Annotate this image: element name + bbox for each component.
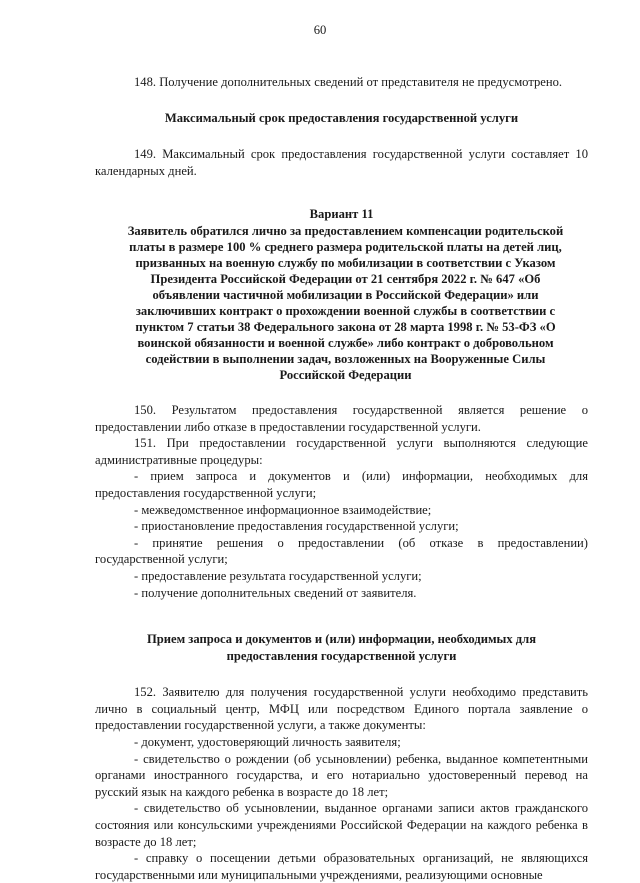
spacer — [95, 601, 588, 631]
page-number: 60 — [313, 23, 327, 37]
variant-description: Заявитель обратился лично за предоставлением компенсации родительской платы в размере 100 % среднего размера родительской платы на детей лиц, призванных на военную службу по мобилизации в соответствии с Указом Президента Российской Федерации от 21 сентября 2022 г. № 647 «Об объявлении частичной мобилизации в Российской Федерации» или заключивших контракт о прохождении военной службы в соответствии с пунктом 7 статьи 38 Федерального закона от 28 марта 1998 г. № 53-ФЗ «О воинской обязанности и военной службе» либо контракт о добровольном содействии в выполнении задач, возложенных на Вооруженные Силы Российской Федерации — [127, 223, 564, 382]
paragraph-152: 152. Заявителю для получения государственной услуги необходимо представить лично в социальный центр, МФЦ или посредством Единого портала заявление о предоставлении государственной услуги, а также документы: — [95, 685, 588, 733]
paragraph-149: 149. Максимальный срок предоставления государственной услуги составляет 10 календарных дней. — [95, 147, 588, 178]
paragraph-148: 148. Получение дополнительных сведений от представителя не предусмотрено. — [134, 75, 563, 89]
heading-reception: Прием запроса и документов и (или) информации, необходимых для предоставления государственной услуги — [146, 632, 537, 663]
spacer — [95, 126, 588, 146]
variant-title: Вариант 11 — [309, 207, 374, 222]
spacer — [95, 179, 588, 206]
document-item: - свидетельство об усыновлении, выданное органами записи актов гражданского состояния или консульскими учреждениями Российской Федерации на каждого ребенка в возрасте до 18 лет; — [95, 801, 588, 849]
spacer — [95, 383, 588, 402]
document-item: - документ, удостоверяющий личность заявителя; — [134, 735, 401, 750]
procedure-item: - межведомственное информационное взаимодействие; — [134, 502, 432, 517]
spacer — [95, 664, 588, 684]
procedure-item: - предоставление результата государственной услуги; — [134, 568, 422, 583]
procedure-item: - принятие решения о предоставлении (об отказе в предоставлении) государственной услуги; — [95, 535, 588, 567]
page-content — [95, 74, 588, 883]
paragraph-150: 150. Результатом предоставления государственной является решение о предоставлении либо отказе в предоставлении государственной услуги. — [95, 402, 588, 434]
document-item: - свидетельство о рождении (об усыновлении) ребенка, выданное компетентными органами иностранного государства, и его нотариально удостоверенный перевод на русский язык на каждого ребенка в возрасте до 18 лет; — [95, 751, 588, 799]
procedure-item: - прием запроса и документов и (или) информации, необходимых для предоставления государственной услуги; — [95, 469, 588, 500]
paragraph-151: 151. При предоставлении государственной услуги выполняются следующие административные процедуры: — [95, 436, 588, 467]
procedure-item: - приостановление предоставления государственной услуги; — [134, 519, 459, 534]
heading-max-term: Максимальный срок предоставления государственной услуги — [164, 110, 519, 125]
document-item: - справку о посещении детьми образовательных организаций, не являющихся государственными или муниципальными учреждениями, реализующими основные — [95, 851, 588, 882]
spacer — [95, 91, 588, 110]
procedure-item: - получение дополнительных сведений от заявителя. — [134, 585, 417, 600]
